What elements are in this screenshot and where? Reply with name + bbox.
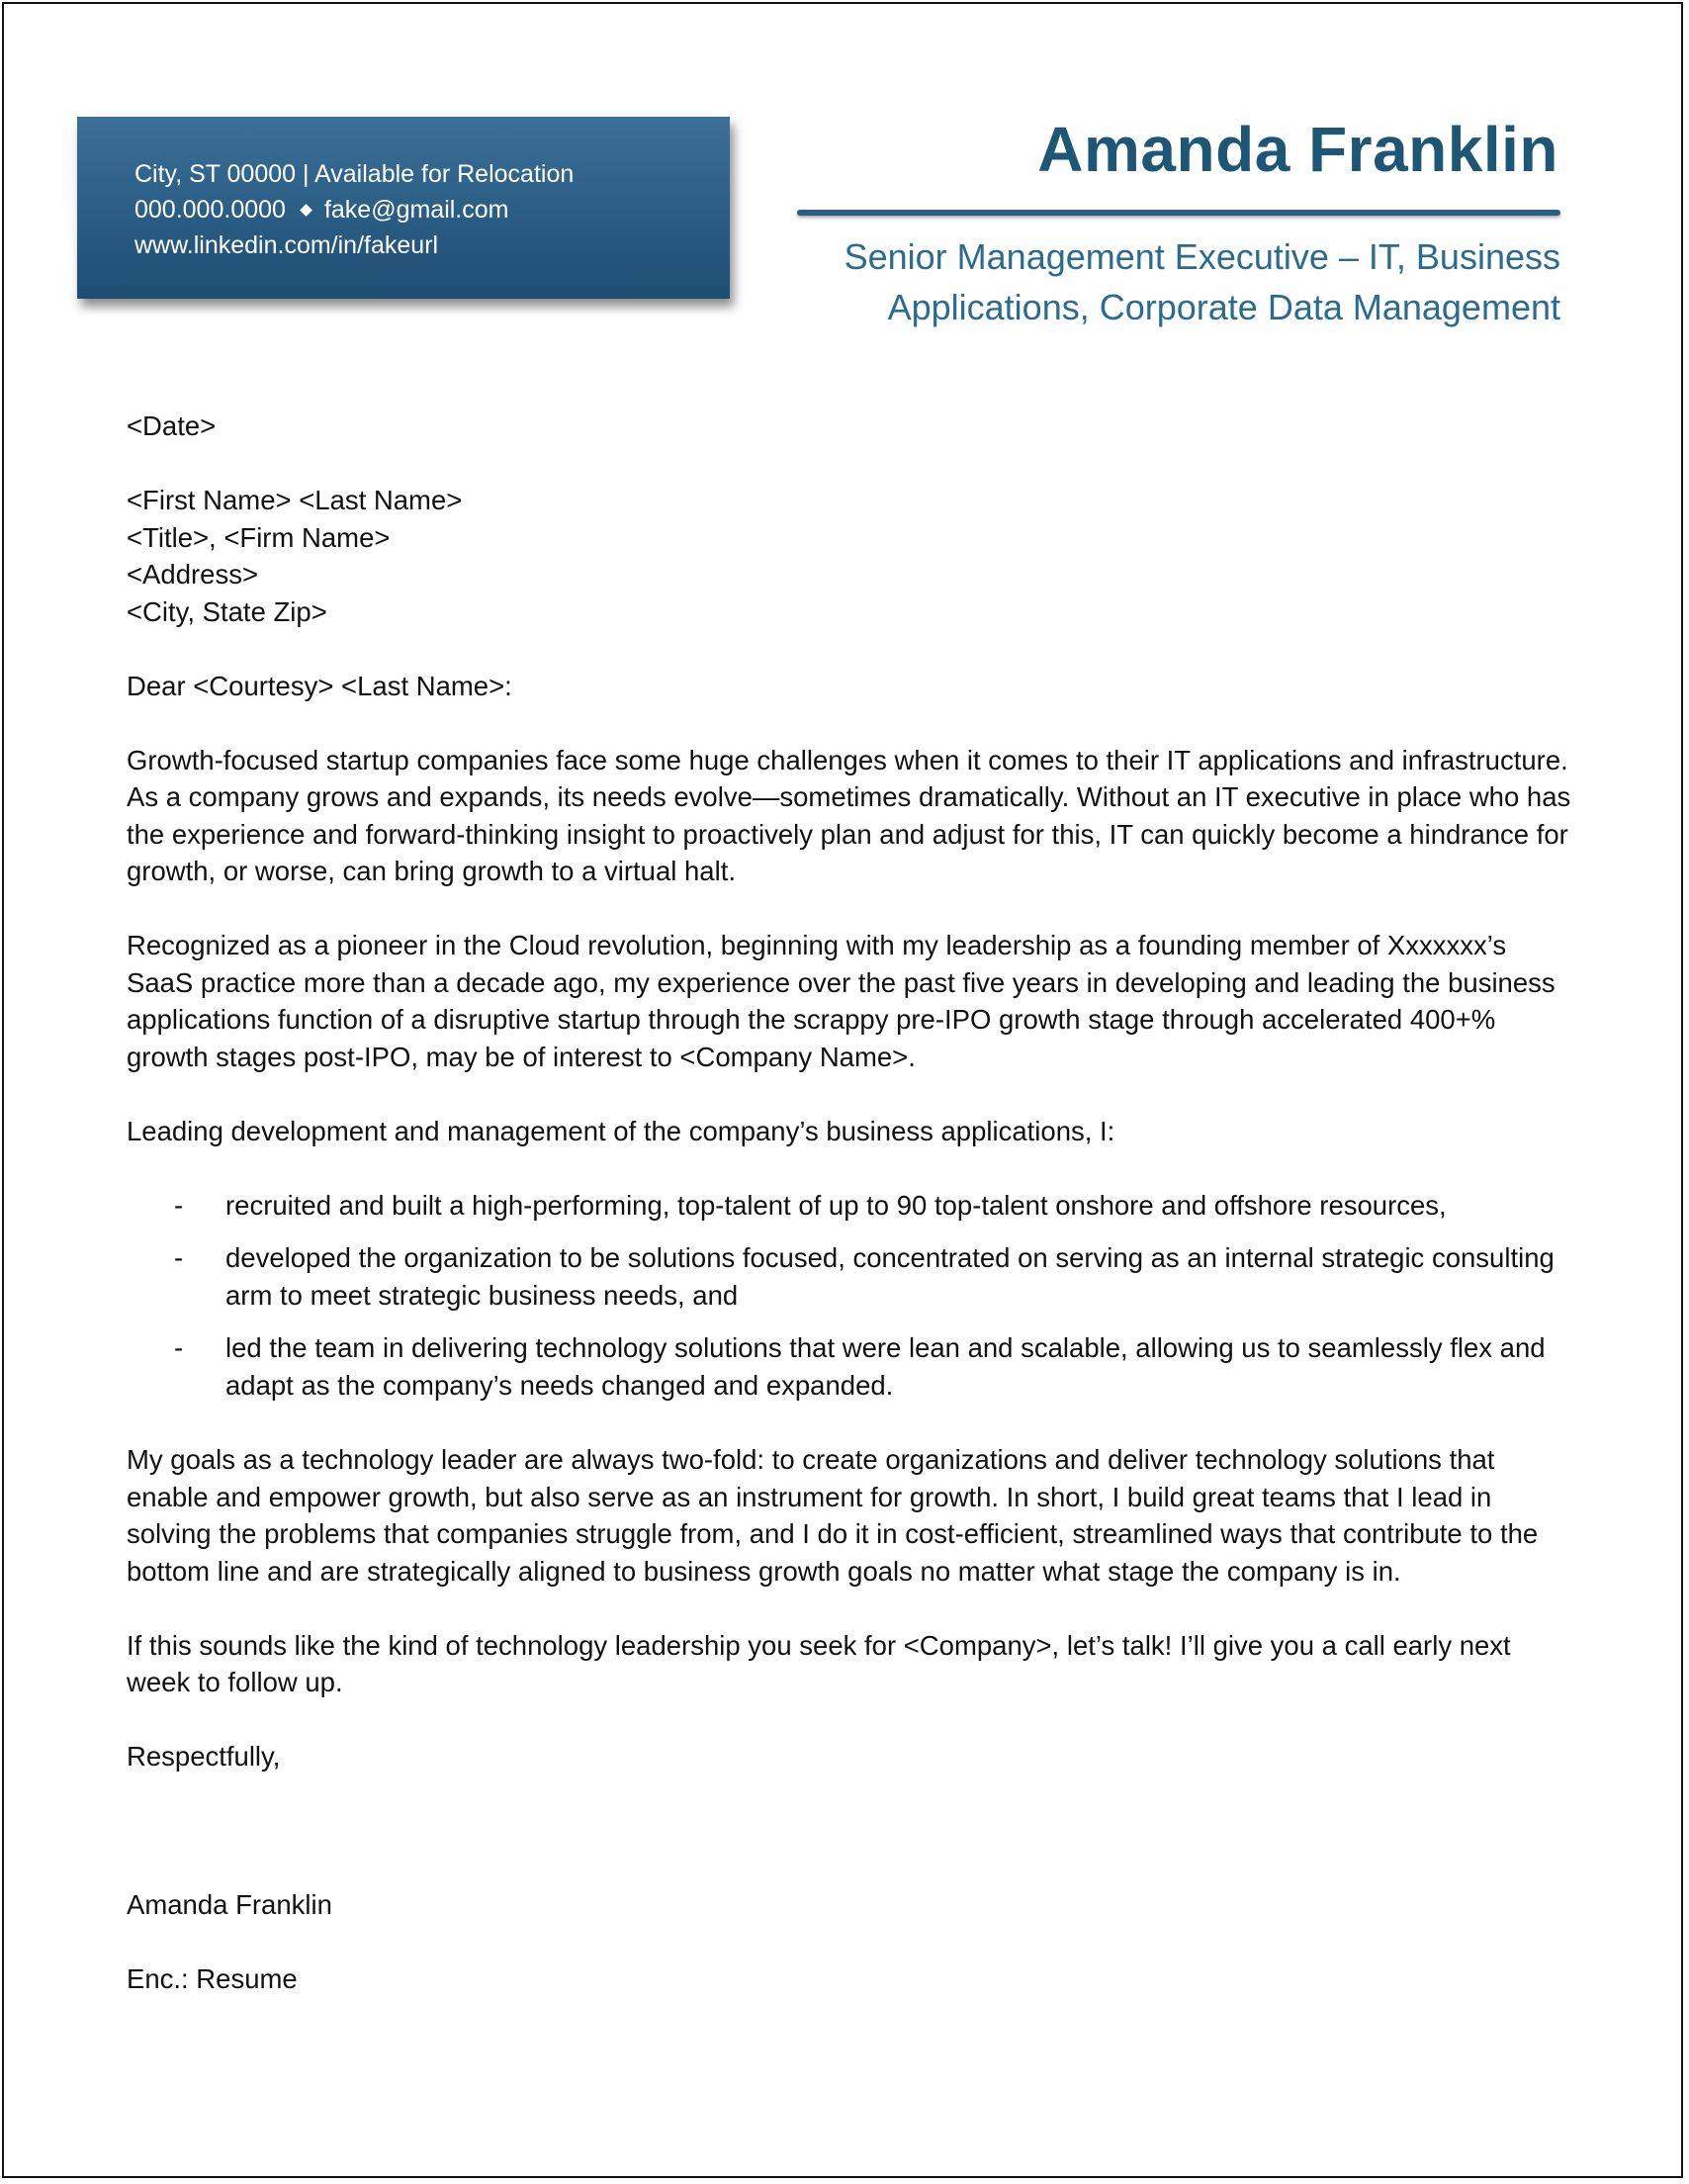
candidate-headline <box>750 231 1560 332</box>
list-item <box>127 1187 1580 1225</box>
recipient-name: <First Name> <Last Name> <box>127 485 463 515</box>
paragraph-3: My goals as a technology leader are always two-fold: to create organizations and deliver technology solutions that enable and empower growth, but also serve as an instrument for growth. In short, I build great teams that I lead in solving the problems that companies struggle from, and I do it in cost-efficient, streamlined ways that contribute to the bottom line and are strategically aligned to business growth goals no matter what stage the company is in. <box>127 1444 1539 1587</box>
contact-linkedin[interactable]: www.linkedin.com/in/fakeurl <box>134 231 439 259</box>
paragraph-1: Growth-focused startup companies face some huge challenges when it comes to their IT applications and infrastructure. As a company grows and expands, its needs evolve—sometimes dramatically. Without an IT executive in place who has the experience and forward-thinking insight to proactively plan and adjust for this, IT can quickly become a hindrance for growth, or worse, can bring growth to a virtual halt. <box>127 744 1571 886</box>
list-item-text: recruited and built a high-performing, top-talent of up to 90 top-talent onshore and offshore resources, <box>225 1189 1447 1221</box>
list-item-text: led the team in delivering technology solutions that were lean and scalable, allowing us to seamlessly flex and adapt as the company’s needs changed and expanded. <box>225 1332 1546 1401</box>
contact-phone: 000.000.0000 <box>134 196 286 224</box>
salutation: Dear <Courtesy> <Last Name>: <box>127 670 512 701</box>
diamond-bullet-icon <box>300 204 312 217</box>
letter-date: <Date> <box>127 410 217 441</box>
headline-line-1: Senior Management Executive – IT, Business <box>844 236 1560 277</box>
list-item <box>127 1329 1580 1404</box>
recipient-city-state-zip: <City, State Zip> <box>127 595 327 627</box>
recipient-title-firm: <Title>, <Firm Name> <box>127 521 391 553</box>
signature-name: Amanda Franklin <box>127 1888 332 1920</box>
recipient-address: <Address> <box>127 559 259 590</box>
bullet-dash: - <box>174 1242 184 1273</box>
list-item-text: developed the organization to be solutions focused, concentrated on serving as an internal strategic consulting arm to meet strategic business needs, and <box>225 1242 1555 1311</box>
contact-phone-email-line <box>134 192 730 228</box>
letter-page <box>2 2 1683 2178</box>
paragraph-4: If this sounds like the kind of technology leadership you seek for <Company>, let’s talk! I’ll give you a call early next week to follow up. <box>127 1629 1511 1697</box>
achievement-list <box>127 1187 1580 1405</box>
letter-body <box>127 408 1580 1997</box>
header-divider <box>797 210 1560 216</box>
contact-location: City, ST 00000 | Available for Relocation <box>134 160 575 188</box>
contact-email[interactable]: fake@gmail.com <box>323 196 509 224</box>
recipient-block <box>127 482 1580 630</box>
enclosure-note: Enc.: Resume <box>127 1962 298 1994</box>
contact-box <box>77 117 730 299</box>
bullets-intro: Leading development and management of the company’s business applications, I: <box>127 1115 1115 1146</box>
closing: Respectfully, <box>127 1741 281 1772</box>
paragraph-2: Recognized as a pioneer in the Cloud revolution, beginning with my leadership as a founding member of Xxxxxxx’s SaaS practice more than a decade ago, my experience over the past five years in developing and leading the business applications function of a disruptive startup through the scrappy pre-IPO growth stage through accelerated 400+% growth stages post-IPO, may be of interest to <Company Name>. <box>127 930 1556 1072</box>
headline-line-2: Applications, Corporate Data Management <box>887 287 1560 327</box>
list-item <box>127 1239 1580 1314</box>
bullet-dash: - <box>174 1189 184 1221</box>
bullet-dash: - <box>174 1332 184 1363</box>
candidate-name: Amanda Franklin <box>1037 114 1558 185</box>
